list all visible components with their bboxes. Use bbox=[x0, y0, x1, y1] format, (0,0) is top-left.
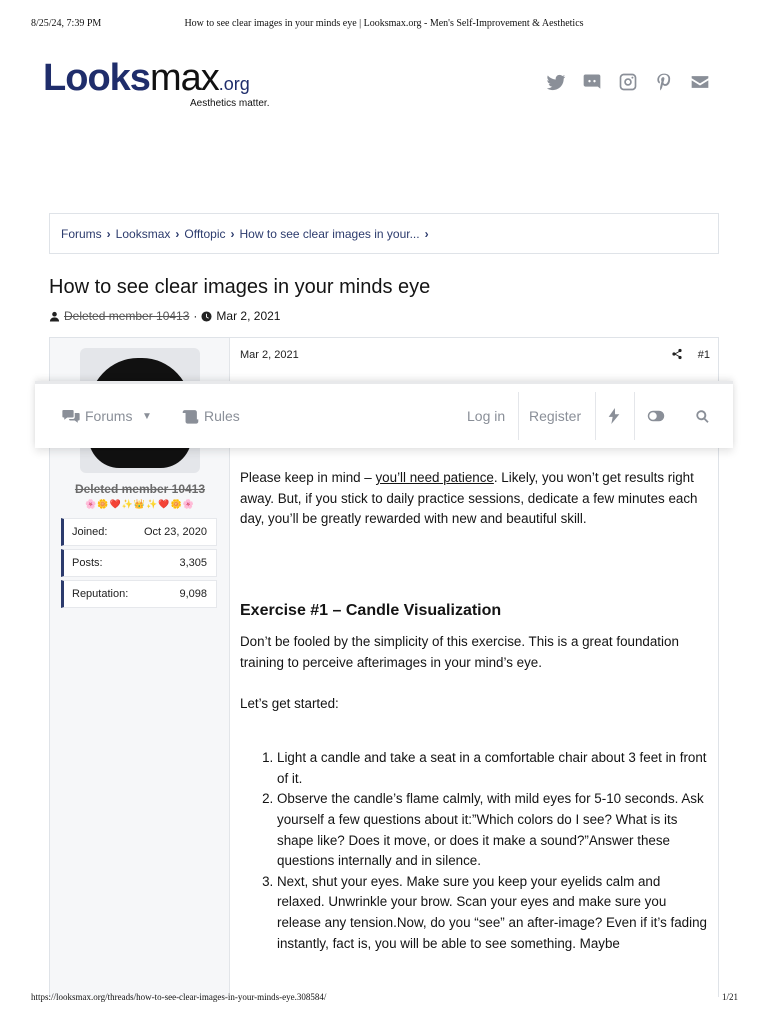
site-logo[interactable] bbox=[43, 58, 293, 113]
list-item: 1. Light a candle and take a seat in a comfortable chair about 3 feet in front of it. bbox=[277, 748, 710, 789]
nav-forums[interactable]: Forums bbox=[62, 384, 132, 448]
pinterest-icon[interactable] bbox=[654, 72, 674, 92]
breadcrumb-item-forums[interactable]: Forums bbox=[61, 226, 102, 241]
logo-wordmark: Looksmax.org bbox=[43, 57, 250, 99]
twitter-icon[interactable] bbox=[546, 72, 566, 92]
steps-list bbox=[277, 748, 710, 954]
print-page-number: 1/21 bbox=[721, 992, 738, 1002]
nav-divider bbox=[518, 392, 519, 440]
scroll-icon bbox=[182, 409, 199, 424]
print-footer bbox=[0, 992, 768, 1006]
stat-joined: Joined: Oct 23, 2020 bbox=[61, 518, 217, 546]
post-paragraph: Let’s get started: bbox=[240, 695, 339, 711]
thread-date[interactable]: Mar 2, 2021 bbox=[216, 309, 281, 323]
envelope-icon[interactable] bbox=[690, 72, 710, 92]
register-link[interactable]: Register bbox=[529, 408, 582, 424]
breadcrumb-item-offtopic[interactable]: Offtopic bbox=[184, 226, 226, 241]
post-username[interactable]: Deleted member 10413 bbox=[74, 482, 206, 496]
post-number[interactable]: #1 bbox=[697, 349, 710, 361]
nav-divider bbox=[595, 392, 596, 440]
stat-posts: Posts: 3,305 bbox=[61, 549, 217, 577]
thread-author[interactable]: Deleted member 10413 bbox=[64, 309, 190, 323]
post-paragraph: Don’t be fooled by the simplicity of this exercise. This is a great foundation training to perceive afterimages in your mind’s eye. bbox=[240, 634, 679, 670]
print-header bbox=[0, 18, 768, 32]
social-links bbox=[546, 72, 710, 92]
print-url: https://looksmax.org/threads/how-to-see-clear-images-in-your-minds-eye.308584/ bbox=[31, 992, 327, 1002]
post-body bbox=[240, 468, 710, 954]
list-item: 2. Observe the candle’s flame calmly, with mild eyes for 5-10 seconds. Ask yourself a few questions about it:”Which colors do I see? What is its shape like? Does it move, or does it make a sound?”Answer these questions internally and in silence. bbox=[277, 789, 710, 871]
user-emoji-banner: 🌸🌼❤️✨👑✨❤️🌼🌸 bbox=[85, 499, 195, 509]
patience-link[interactable]: you’ll need patience bbox=[375, 470, 494, 485]
comments-icon bbox=[62, 409, 80, 423]
sticky-nav-bar bbox=[35, 381, 733, 448]
list-item: 3. Next, shut your eyes. Make sure you keep your eyelids calm and relaxed. Unwrinkle your brow. Scan your eyes and make sure you release any tension.Now, do you “see” an after-image? Even if it’s fading instantly, fact is, you will be able to see something. Maybe bbox=[277, 872, 710, 954]
post-paragraph: Please keep in mind – you’ll need patience. Likely, you won’t get results right away. But, if you stick to daily practice sessions, dedicate a few minutes each day, you’ll be greatly rewarded with new and beautiful skill. bbox=[240, 470, 698, 527]
discord-icon[interactable] bbox=[582, 72, 602, 92]
bolt-icon[interactable] bbox=[608, 384, 620, 448]
toggle-icon[interactable] bbox=[647, 384, 665, 448]
meta-separator: · bbox=[193, 309, 198, 323]
print-datetime: 8/25/24, 7:39 PM bbox=[31, 18, 102, 29]
breadcrumb-item-thread[interactable]: How to see clear images in your... bbox=[239, 226, 420, 241]
share-icon[interactable] bbox=[671, 348, 683, 363]
page-title: How to see clear images in your minds eye bbox=[49, 276, 431, 298]
chevron-right-icon: › bbox=[175, 226, 180, 241]
exercise-heading: Exercise #1 – Candle Visualization bbox=[240, 601, 502, 619]
chevron-right-icon: › bbox=[106, 226, 111, 241]
breadcrumb bbox=[49, 213, 719, 254]
thread-meta bbox=[49, 309, 280, 323]
nav-rules[interactable]: Rules bbox=[182, 384, 240, 448]
chevron-right-icon: › bbox=[424, 226, 429, 241]
search-icon[interactable] bbox=[695, 384, 710, 448]
user-icon bbox=[49, 311, 60, 322]
login-link[interactable]: Log in bbox=[467, 408, 506, 424]
clock-icon bbox=[201, 311, 212, 322]
post-date[interactable]: Mar 2, 2021 bbox=[240, 349, 299, 361]
print-document-title: How to see clear images in your minds eye | Looksmax.org - Men's Self-Improvement & Aesthetics bbox=[184, 18, 584, 29]
logo-tagline: Aesthetics matter. bbox=[190, 98, 270, 109]
stat-reputation: Reputation: 9,098 bbox=[61, 580, 217, 608]
breadcrumb-item-looksmax[interactable]: Looksmax bbox=[115, 226, 171, 241]
post-header bbox=[240, 348, 710, 366]
instagram-icon[interactable] bbox=[618, 72, 638, 92]
nav-divider bbox=[634, 392, 635, 440]
chevron-down-icon[interactable]: ▼ bbox=[142, 410, 152, 422]
chevron-right-icon: › bbox=[230, 226, 235, 241]
user-stats bbox=[61, 518, 217, 611]
